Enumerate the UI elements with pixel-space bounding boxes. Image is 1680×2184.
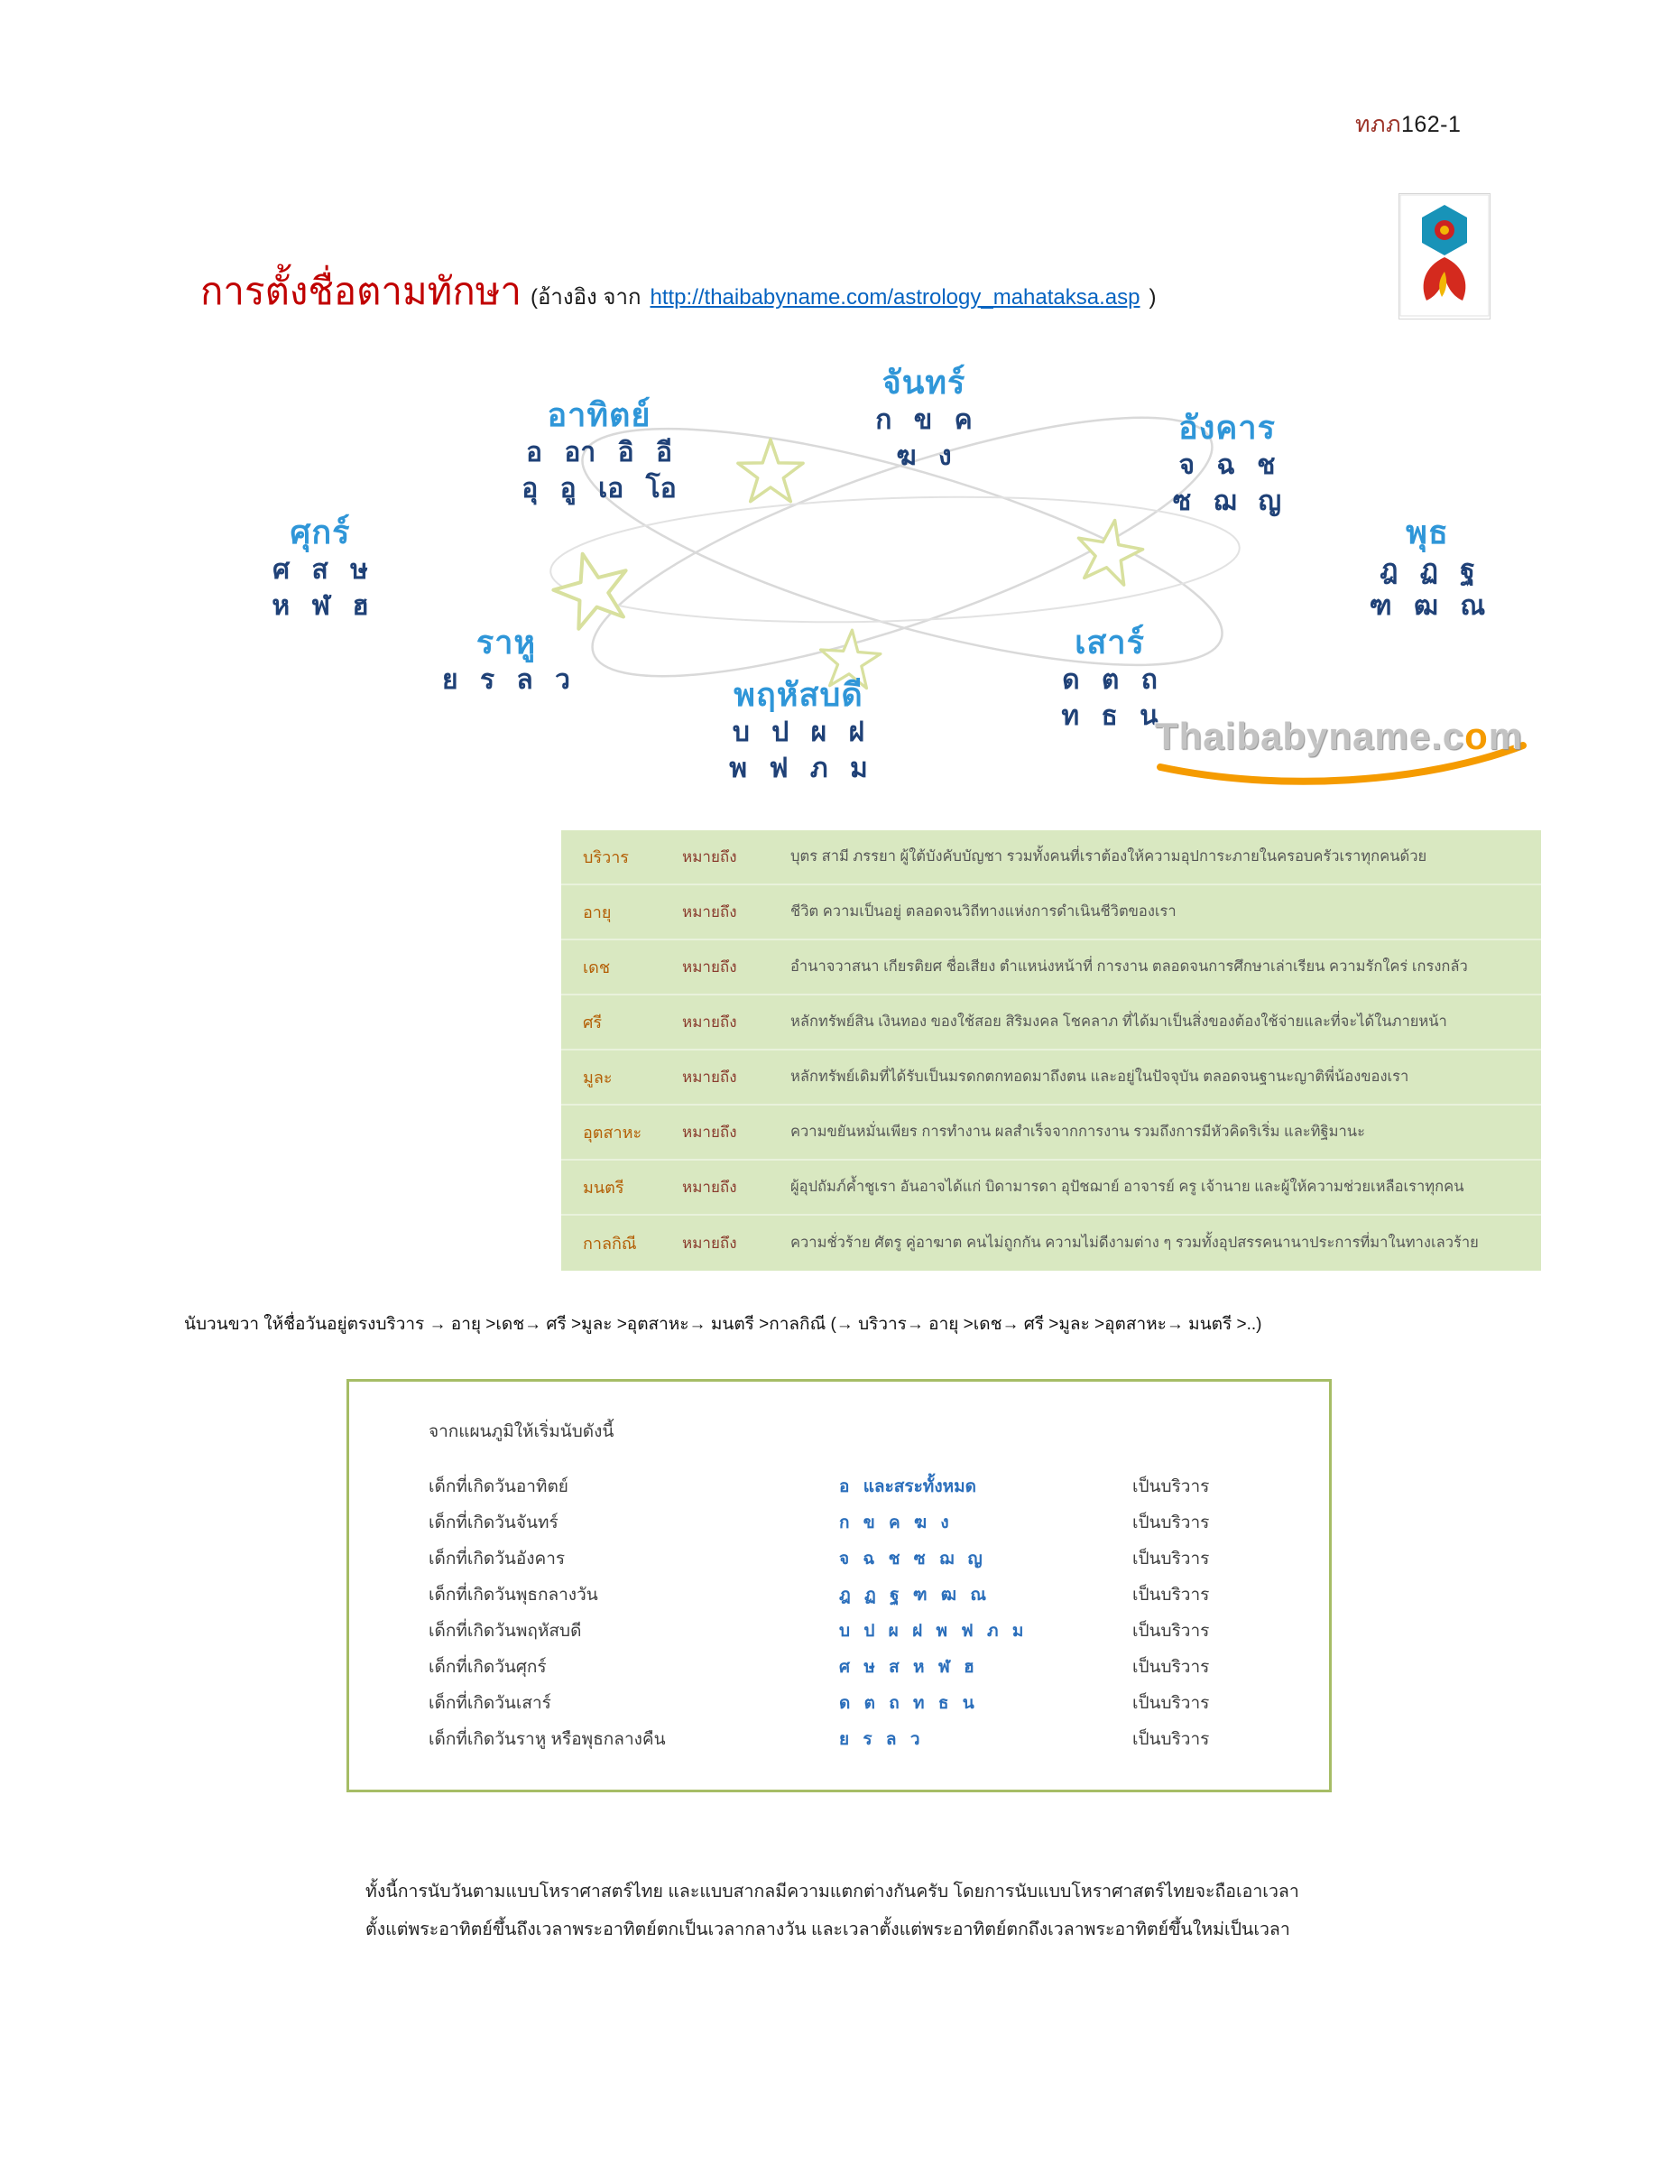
planet-name: อาทิตย์ (547, 396, 651, 433)
chart-row (429, 1541, 1302, 1577)
lotus-emblem-icon (1399, 194, 1490, 317)
definition-term: มนตรี (583, 1179, 624, 1197)
chart-day-label: เด็กที่เกิดวันอังคาร (429, 1550, 566, 1569)
planet-name: จันทร์ (882, 364, 966, 401)
definition-term: อุตสาหะ (583, 1124, 642, 1142)
chart-row (429, 1721, 1302, 1757)
definition-term: บริวาร (583, 848, 629, 866)
chart-letters: ศ ษ ส ห ฬ ฮ (839, 1658, 974, 1677)
definition-description: อำนาจวาสนา เกียรติยศ ชื่อเสียง ตำแหน่งหน้าที่ การงาน ตลอดจนการศึกษาเล่าเรียน ความรักใคร่ เกรงกลัว (790, 958, 1468, 976)
planet-node-sun (522, 395, 676, 507)
planet-letters-line1: ก ข ค (875, 405, 973, 435)
watermark-orange-o: o (1464, 715, 1489, 757)
definition-term: เดช (583, 958, 611, 976)
definition-meaning-label: หมายถึง (682, 1013, 737, 1031)
chart-row (429, 1504, 1302, 1541)
definition-row (561, 1216, 1541, 1271)
definition-description: หลักทรัพย์สิน เงินทอง ของใช้สอย สิริมงคล โชคลาภ ที่ได้มาเป็นสิ่งของต้องใช้จ่ายและที่จะได้ในภายหน้า (790, 1013, 1447, 1031)
planet-node-rahu (442, 623, 570, 699)
chart-day-label: เด็กที่เกิดวันพุธกลางวัน (429, 1586, 598, 1605)
page-title-row (200, 262, 1373, 321)
definition-description: ความชั่วร้าย ศัตรู คู่อาฆาต คนไม่ถูกกัน ความไม่ดีงามต่าง ๆ รวมทั้งอุปสรรคนานาประการที่มาในทางเลวร้าย (790, 1235, 1479, 1252)
definition-meaning-label: หมายถึง (682, 848, 737, 865)
footer-note (365, 1874, 1376, 1949)
watermark-text-end: m (1488, 715, 1524, 757)
definition-meaning-label: หมายถึง (682, 903, 737, 921)
planet-letters-line1: ฎ ฏ ฐ (1380, 555, 1475, 585)
definition-meaning-label: หมายถึง (682, 1179, 737, 1196)
definition-description: หลักทรัพย์เดิมที่ได้รับเป็นมรดกตกทอดมาถึงตน และอยู่ในปัจจุบัน ตลอดจนฐานะญาติพี่น้องของเรา (790, 1069, 1409, 1086)
chart-row (429, 1685, 1302, 1721)
planet-node-jupiter (729, 675, 868, 787)
watermark-thaibabyname (1155, 715, 1523, 758)
chart-letters: ฎ ฏ ฐ ฑ ฒ ณ (839, 1586, 986, 1605)
definition-term: อายุ (583, 903, 612, 921)
definition-description: ความขยันหมั่นเพียร การทำงาน ผลสำเร็จจากการงาน รวมถึงการมีหัวคิดริเริ่ม และทิฐิมานะ (790, 1124, 1365, 1141)
planet-name: เสาร์ (1075, 624, 1145, 661)
chart-suffix-label: เป็นบริวาร (1132, 1730, 1210, 1749)
chart-row (429, 1649, 1302, 1685)
chart-box-header: จากแผนภูมิให้เริ่มนับดังนี้ (429, 1422, 614, 1441)
doc-code-number: 162-1 (1400, 112, 1462, 137)
definition-meaning-label: หมายถึง (682, 1124, 737, 1141)
chart-suffix-label: เป็นบริวาร (1132, 1622, 1210, 1641)
planet-letters-line1: ด ต ถ (1062, 665, 1158, 695)
definition-description: ชีวิต ความเป็นอยู่ ตลอดจนวิถีทางแห่งการดำเนินชีวิตของเรา (790, 903, 1177, 921)
planet-letters-line2: ท ธ น (1061, 701, 1158, 731)
chart-suffix-label: เป็นบริวาร (1132, 1477, 1210, 1496)
definition-row (561, 1050, 1541, 1106)
definition-term: มูละ (583, 1069, 613, 1087)
planet-letters-line1: ศ ส ษ (272, 555, 368, 585)
doc-code-red: ทภภ (1355, 112, 1401, 137)
footer-note-line2: ตั้งแต่พระอาทิตย์ขึ้นถึงเวลาพระอาทิตย์ตกเป็นเวลากลางวัน และเวลาตั้งแต่พระอาทิตย์ตกถึงเวลาพระอาทิตย์ขึ้นใหม่เป็นเวลา (365, 1919, 1290, 1939)
definition-description: ผู้อุปถัมภ์ค้ำชูเรา อันอาจได้แก่ บิดามารดา อุปัชฌาย์ อาจารย์ ครู เจ้านาย และผู้ให้ความช่วยเหลือเราทุกคน (790, 1179, 1464, 1196)
definition-row (561, 1161, 1541, 1216)
definition-term: ศรี (583, 1013, 603, 1032)
chart-day-label: เด็กที่เกิดวันอาทิตย์ (429, 1477, 568, 1496)
chart-letters: ก ข ค ฆ ง (839, 1513, 949, 1532)
planet-node-mercury (1370, 513, 1486, 625)
planet-letters-line2: ฑ ฒ ณ (1369, 591, 1486, 621)
chart-day-label: เด็กที่เกิดวันพฤหัสบดี (429, 1622, 582, 1641)
definitions-table (561, 830, 1541, 1271)
planet-name: พฤหัสบดี (734, 676, 863, 713)
definition-meaning-label: หมายถึง (682, 958, 737, 976)
footer-note-line1: ทั้งนี้การนับวันตามแบบโหราศาสตร์ไทย และแบบสากลมีความแตกต่างกันครับ โดยการนับแบบโหราศาสตร์ไทยจะถือเอาเวลา (365, 1882, 1299, 1902)
planet-letters-line2: ซ ฌ ญ (1172, 486, 1282, 516)
chart-letters: บ ป ผ ฝ พ ฟ ภ ม (839, 1622, 1024, 1641)
planet-node-venus (272, 513, 368, 625)
watermark-text: Thaibabyname.c (1155, 715, 1465, 757)
planet-name: ศุกร์ (290, 514, 351, 551)
institution-logo (1398, 193, 1491, 319)
planet-name: พุธ (1406, 514, 1449, 551)
definition-row (561, 830, 1541, 885)
planet-letters-line2: พ ฟ ภ ม (729, 754, 868, 783)
chart-letters: ย ร ล ว (839, 1730, 920, 1749)
planet-letters-line2: อุ อู เอ โอ (522, 474, 677, 504)
chart-day-label: เด็กที่เกิดวันจันทร์ (429, 1513, 558, 1532)
title-reference-suffix: ) (1149, 285, 1157, 310)
chart-letters: จ ฉ ช ซ ฌ ญ (839, 1550, 983, 1569)
chart-suffix-label: เป็นบริวาร (1132, 1658, 1210, 1677)
planet-node-saturn (1061, 623, 1158, 735)
reference-link[interactable]: http://thaibabyname.com/astrology_mahataksa.asp (650, 285, 1140, 310)
chart-suffix-label: เป็นบริวาร (1132, 1586, 1210, 1605)
title-reference-prefix: (อ้างอิง จาก (531, 285, 642, 310)
chart-day-label: เด็กที่เกิดวันเสาร์ (429, 1694, 551, 1713)
planet-node-mars (1173, 408, 1281, 520)
definition-meaning-label: หมายถึง (682, 1235, 737, 1252)
planet-letters-line1: อ อา อิ อี (526, 438, 672, 467)
birth-day-chart-box (346, 1379, 1332, 1792)
planet-letters-line1: ย ร ล ว (442, 665, 570, 695)
chart-day-label: เด็กที่เกิดวันราหู หรือพุธกลางคืน (429, 1730, 666, 1749)
chart-suffix-label: เป็นบริวาร (1132, 1694, 1210, 1713)
definition-meaning-label: หมายถึง (682, 1069, 737, 1086)
chart-day-label: เด็กที่เกิดวันศุกร์ (429, 1658, 547, 1677)
planet-letters-line1: บ ป ผ ฝ (732, 717, 865, 747)
definition-row (561, 1106, 1541, 1161)
planet-letters-line1: จ ฉ ช (1178, 450, 1276, 480)
planet-letters-line2: ฆ ง (896, 441, 952, 471)
doc-code (1355, 106, 1461, 143)
chart-row (429, 1613, 1302, 1649)
chart-row (429, 1577, 1302, 1613)
planet-name: อังคาร (1178, 409, 1276, 446)
counting-direction-note: นับวนขวา ให้ชื่อวันอยู่ตรงบริวาร → อายุ >เดช→ ศรี >มูละ >อุตสาหะ→ มนตรี >กาลกิณี (→ บริวาร→ อายุ >เดช→ ศรี >มูละ >อุตสาหะ→ มนตรี >..) (184, 1315, 1262, 1334)
chart-suffix-label: เป็นบริวาร (1132, 1550, 1210, 1569)
page-title: การตั้งชื่อตามทักษา (200, 270, 522, 312)
planet-letters-line2: ห ฬ ฮ (272, 591, 369, 621)
planet-name: ราหู (475, 624, 537, 661)
definition-term: กาลกิณี (583, 1235, 637, 1253)
chart-letters: อ และสระทั้งหมด (839, 1477, 976, 1496)
definition-description: บุตร สามี ภรรยา ผู้ใต้บังคับบัญชา รวมทั้งคนที่เราต้องให้ความอุปการะภายในครอบครัวเราทุกคนด้วย (790, 848, 1427, 865)
definition-row (561, 885, 1541, 940)
chart-suffix-label: เป็นบริวาร (1132, 1513, 1210, 1532)
planet-node-moon (875, 363, 972, 475)
definition-row (561, 940, 1541, 995)
chart-letters: ด ต ถ ท ธ น (839, 1694, 974, 1713)
definition-row (561, 995, 1541, 1050)
chart-row (429, 1468, 1302, 1504)
